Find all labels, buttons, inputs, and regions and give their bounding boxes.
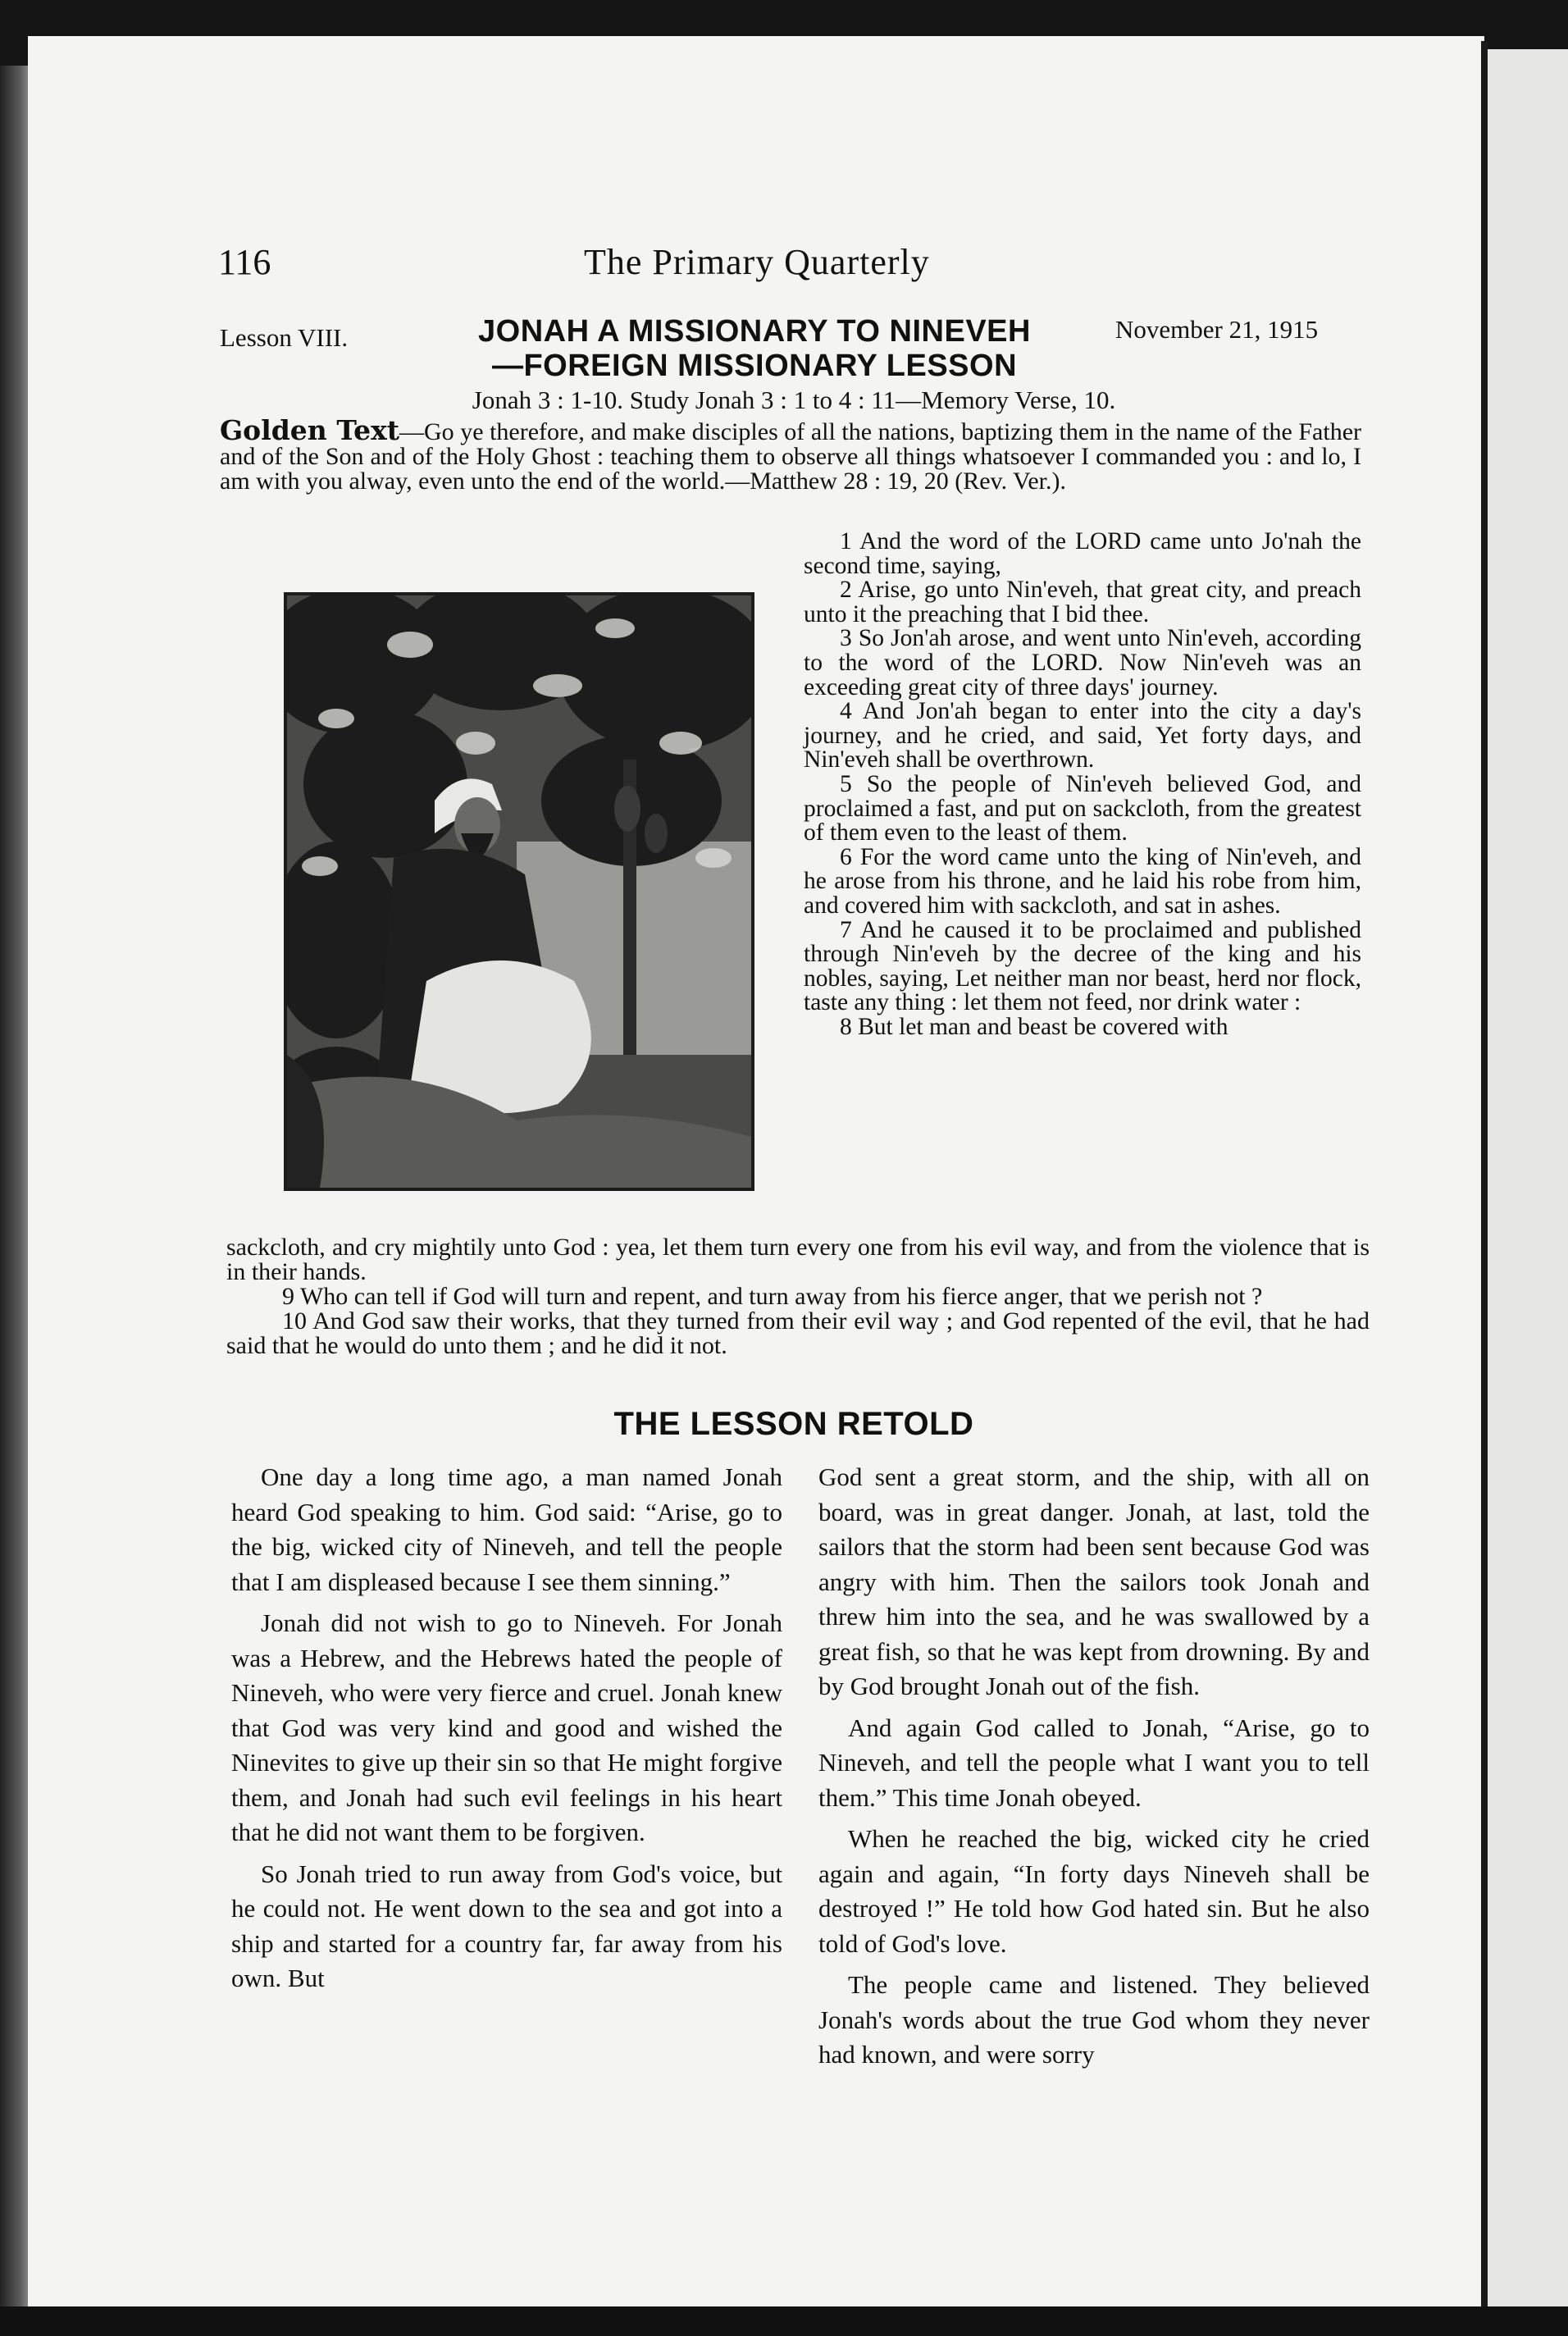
golden-text	[220, 414, 1361, 495]
verse-2: 2 Arise, go unto Nin'eveh, that great city, and preach unto it the preaching that I bid thee.	[804, 577, 1361, 627]
golden-text-label: Golden Text	[220, 414, 400, 446]
running-head: The Primary Quarterly	[584, 242, 930, 282]
retold-left-column	[231, 1460, 782, 2003]
retold-paragraph: One day a long time ago, a man named Jonah heard God speaking to him. God said: “Arise, go to the big, wicked city of Nineveh, and tell the people that I am displeased because I see them sinning.”	[231, 1462, 782, 1596]
retold-heading: THE LESSON RETOLD	[613, 1406, 974, 1442]
page-number: 116	[218, 242, 271, 282]
verse-9: 9 Who can tell if God will turn and repent, and turn away from his fierce anger, that we perish not ?	[282, 1283, 1263, 1310]
verse-5: 5 So the people of Nin'eveh believed God, and proclaimed a fast, and put on sackcloth, from the greatest of them even to the least of them.	[804, 770, 1361, 846]
verse-4: 4 And Jon'ah began to enter into the city a day's journey, and he cried, and said, Yet forty days, and Nin'eveh shall be overthrown.	[804, 698, 1361, 773]
scripture-reference: Jonah 3 : 1-10. Study Jonah 3 : 1 to 4 : 11—Memory Verse, 10.	[472, 386, 1116, 414]
jonah-under-gourd-vine-illustration	[287, 595, 751, 1188]
scan-border	[0, 2306, 1568, 2336]
page-gutter	[1481, 41, 1488, 2329]
scripture-verses-column	[804, 530, 1361, 1039]
verse-8-start: 8 But let man and beast be covered with	[840, 1013, 1228, 1040]
jonah-illustration	[284, 592, 754, 1191]
retold-paragraph: God sent a great storm, and the ship, with all on board, was in great danger. Jonah, at last, told the sailors that the storm had been sent because God was angry with him. Then the sailors took Jonah and threw him into the sea, and he was swallowed by a great fish, so that he was kept from drowning. By and by God brought Jonah out of the fish.	[818, 1462, 1370, 1700]
verse-7: 7 And he caused it to be proclaimed and published through Nin'eveh by the decree of the king and his nobles, saying, Let neither man nor beast, herd nor flock, taste any thing : let them not feed, nor drink water :	[804, 916, 1361, 1016]
lesson-title-line-2: —FOREIGN MISSIONARY LESSON	[491, 349, 1018, 383]
lesson-label: Lesson VIII.	[220, 323, 349, 352]
retold-paragraph: When he reached the big, wicked city he cried again and again, “In forty days Nineveh shall be destroyed !” He told how God hated sin. But he also told of God's love.	[818, 1824, 1370, 1958]
verse-10: 10 And God saw their works, that they turned from their evil way ; and God repented of the evil, that he had said that he would do unto them ; and he did it not.	[226, 1307, 1370, 1359]
retold-paragraph: So Jonah tried to run away from God's voice, but he could not. He went down to the sea and got into a ship and started for a country far, far away from his own. But	[231, 1859, 782, 1992]
retold-paragraph: And again God called to Jonah, “Arise, go to Nineveh, and tell the people what I want you to tell them.” This time Jonah obeyed.	[818, 1713, 1370, 1812]
verse-3: 3 So Jon'ah arose, and went unto Nin'eveh, according to the word of the LORD. Now Nin'eveh was an exceeding great city of three days' journey.	[804, 625, 1361, 700]
golden-text-body: —Go ye therefore, and make disciples of all the nations, baptizing them in the name of the Father and of the Son and of the Holy Ghost : teaching them to observe all things whatsoever I commanded you : and lo, I am with you alway, even unto the end of the world.—Matthew 28 : 19, 20 (Rev. Ver.).	[220, 418, 1361, 495]
lesson-date: November 21, 1915	[1115, 315, 1319, 344]
verse-8-end: sackcloth, and cry mightily unto God : yea, let them turn every one from his evil way, and from the violence that is in their hands.	[226, 1234, 1370, 1285]
lesson-title-line-1: JONAH A MISSIONARY TO NINEVEH	[478, 314, 1031, 349]
verse-6: 6 For the word came unto the king of Nin'eveh, and he arose from his throne, and he laid his robe from him, and covered him with sackcloth, and sat in ashes.	[804, 843, 1361, 919]
facing-page-edge	[1488, 49, 1568, 2336]
verse-1: 1 And the word of the LORD came unto Jo'nah the second time, saying,	[804, 528, 1361, 579]
retold-right-column	[818, 1460, 1370, 2079]
lesson-title	[394, 314, 1115, 383]
retold-paragraph: The people came and listened. They believed Jonah's words about the true God whom they never had known, and were sorry	[818, 1970, 1370, 2069]
retold-paragraph: Jonah did not wish to go to Nineveh. For Jonah was a Hebrew, and the Hebrews hated the people of Nineveh, who were very fierce and cruel. Jonah knew that God was very kind and good and wished the Ninevites to give up their sin so that He might forgive them, and Jonah had such evil feelings in his heart that he did not want them to be forgiven.	[231, 1608, 782, 1846]
scripture-verses-wide	[226, 1235, 1370, 1358]
